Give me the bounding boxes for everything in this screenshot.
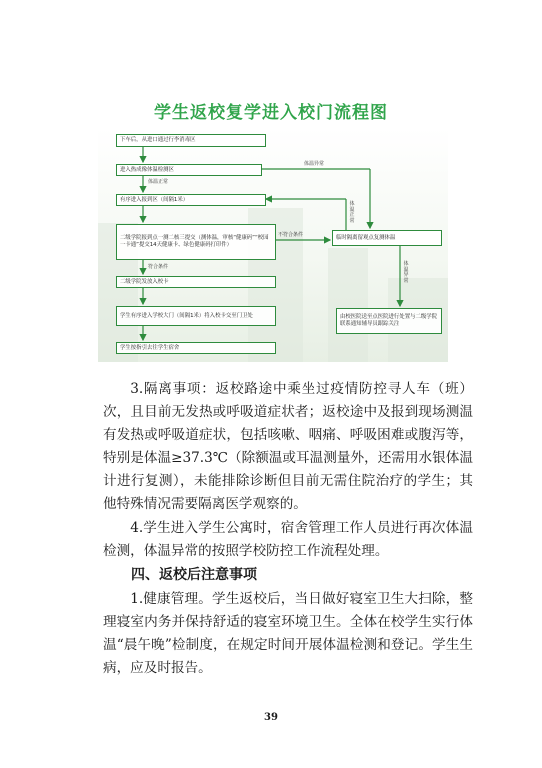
flow-step-text: 二级学院报到点一测二核三提交（测体温，审核“健康码”“校园一卡通”提交14天健康卡、绿色健康码打印件） — [120, 235, 269, 248]
flow-step-unload — [116, 134, 266, 147]
flow-step-isolation-recheck — [332, 230, 442, 246]
label-not-meet-conditions: 不符合条件 — [278, 232, 304, 238]
flow-step-text: 学生按指引去往学生宿舍 — [120, 344, 180, 351]
flow-step-enter-gate — [116, 306, 276, 326]
flowchart — [98, 128, 448, 362]
label-meet-conditions: 符合条件 — [148, 264, 169, 270]
paragraph-isolation: 3.隔离事项：返校路途中乘坐过疫情防控寻人车（班）次，且目前无发热或呼吸道症状者；返校途中及报到现场测温有发热或呼吸道症状，包括咳嗽、咽痛、呼吸困难或腹泻等，特别是体温≥37.3℃（除额温或耳温测量外，还需用水银体温计进行复测），未能排除诊断但目前无需住院治疗的学生；其他特殊情况需要隔离医学观察的。 — [103, 381, 473, 512]
label-temp-normal: 体温正常 — [148, 179, 169, 185]
flow-step-text: 由校医院送至点医院进行处置与二级学院联系通知辅导员跟踪关注 — [340, 314, 438, 327]
label-temp-abnormal-vertical: 体温异常 — [403, 261, 409, 284]
label-temp-abnormal: 体温异常 — [304, 161, 325, 167]
flow-step-registration — [116, 194, 266, 206]
flow-step-text: 二级学院发放入校卡 — [120, 278, 169, 285]
flow-step-entry-card — [116, 276, 276, 288]
paragraph-dormitory-check: 4.学生进入学生公寓时，宿舍管理工作人员进行再次体温检测，体温异常的按照学校防控工作流程处理。 — [103, 520, 473, 559]
flow-step-college-check — [116, 224, 276, 260]
flow-step-dormitory — [116, 342, 276, 354]
flow-step-hospital-referral — [336, 308, 442, 334]
flow-step-thermal — [116, 164, 262, 176]
flow-step-text: 进入热成像体温检测区 — [120, 166, 174, 173]
page-number: 39 — [264, 712, 278, 723]
flow-step-text: 学生有序进入学校大门（间隔1米）将入校卡交至门卫处 — [120, 312, 253, 319]
section-heading: 四、返校后注意事项 — [131, 567, 257, 583]
flow-step-text: 有序进入报到区（间隔1米） — [120, 196, 189, 203]
flowchart-title: 学生返校复学进入校门流程图 — [154, 103, 388, 123]
flow-step-text: 临时隔离留观点复测体温 — [336, 234, 396, 241]
flow-step-text: 下车后，从进口通过行李消毒区 — [120, 137, 196, 143]
paragraph-health-management: 1.健康管理。学生返校后，当日做好寝室卫生大扫除，整理寝室内务并保持舒适的寝室环境卫生。全体在校学生实行体温“晨午晚”检制度，在规定时间开展体温检测和登记。学生生病，应及时报告。 — [103, 591, 473, 676]
label-temp-normal-vertical: 体温正常 — [349, 201, 355, 224]
